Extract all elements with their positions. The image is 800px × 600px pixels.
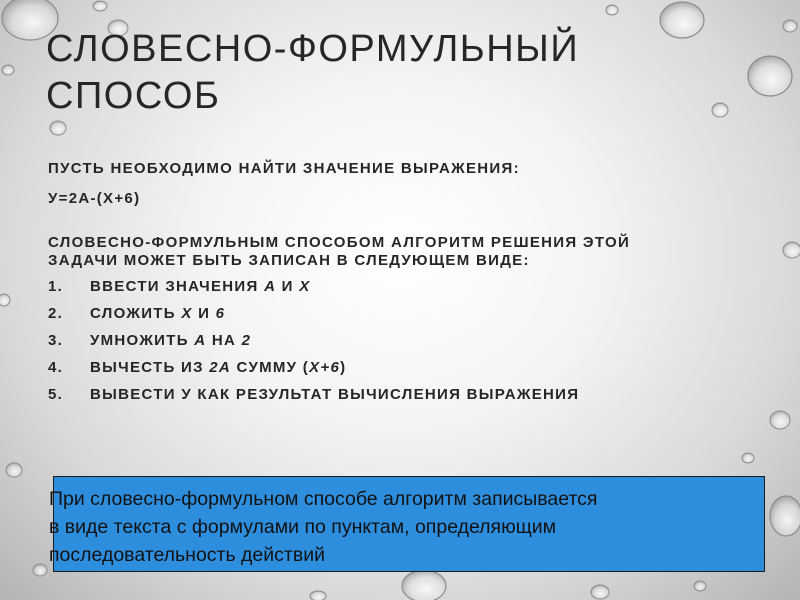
- droplet: [742, 453, 754, 463]
- step-number: 1.: [48, 278, 64, 295]
- droplet: [770, 496, 800, 536]
- step-item: [48, 332, 708, 350]
- description-line-2: ЗАДАЧИ МОЖЕТ БЫТЬ ЗАПИСАН В СЛЕДУЮЩЕМ ВИДЕ:: [48, 252, 530, 269]
- step-number: 4.: [48, 359, 64, 376]
- step-variable: 6: [215, 305, 226, 322]
- step-variable: А: [264, 278, 277, 295]
- step-text-part: СУММУ (: [231, 359, 310, 376]
- step-variable: 2А: [209, 359, 232, 376]
- droplet: [402, 570, 446, 600]
- step-text: [90, 359, 346, 377]
- step-item: [48, 278, 708, 296]
- step-text-part: СЛОЖИТЬ: [90, 305, 182, 322]
- slide-title: [46, 26, 766, 120]
- summary-callout-text: [49, 485, 749, 569]
- step-variable: Х: [181, 305, 193, 322]
- title-line-2: СПОСОБ: [46, 75, 221, 117]
- droplet: [33, 564, 47, 576]
- callout-line-2: в виде текста с формулами по пунктам, определяющим: [49, 516, 557, 538]
- step-number: 3.: [48, 332, 64, 349]
- summary-callout-box: [49, 476, 765, 572]
- step-variable: Х+6: [309, 359, 341, 376]
- title-line-1: СЛОВЕСНО-ФОРМУЛЬНЫЙ: [46, 28, 580, 70]
- droplet: [783, 20, 797, 32]
- description-line-1: СЛОВЕСНО-ФОРМУЛЬНЫМ СПОСОБОМ АЛГОРИТМ РЕШЕНИЯ ЭТОЙ: [48, 234, 631, 251]
- step-text: [90, 332, 251, 350]
- callout-line-1: При словесно-формульном способе алгоритм записывается: [49, 488, 598, 510]
- droplet: [2, 65, 14, 75]
- droplet: [50, 121, 66, 135]
- step-text-part: ): [340, 359, 347, 376]
- droplet: [606, 5, 618, 15]
- step-item: [48, 386, 708, 404]
- step-text: [90, 278, 311, 296]
- intro-text: ПУСТЬ НЕОБХОДИМО НАЙТИ ЗНАЧЕНИЕ ВЫРАЖЕНИЯ:: [48, 160, 520, 177]
- step-text-part: ВЫЧЕСТЬ ИЗ: [90, 359, 210, 376]
- step-number: 2.: [48, 305, 64, 322]
- step-item: [48, 305, 708, 323]
- droplet: [310, 591, 326, 600]
- slide-body: [48, 160, 708, 413]
- step-text: [90, 386, 579, 404]
- step-text-part: НА: [206, 332, 242, 349]
- droplet: [783, 242, 800, 258]
- step-number: 5.: [48, 386, 64, 403]
- step-text-part: УМНОЖИТЬ: [90, 332, 195, 349]
- algorithm-steps-list: [48, 278, 708, 404]
- step-text: [90, 305, 225, 323]
- step-variable: Х: [299, 278, 311, 295]
- callout-line-3: последовательность действий: [49, 544, 325, 566]
- step-variable: 2: [241, 332, 252, 349]
- step-variable: А: [194, 332, 207, 349]
- droplet: [93, 1, 107, 11]
- step-text-part: ВЫВЕСТИ У КАК РЕЗУЛЬТАТ ВЫЧИСЛЕНИЯ ВЫРАЖЕНИЯ: [90, 386, 580, 403]
- droplet: [6, 463, 22, 477]
- droplet: [770, 411, 790, 429]
- step-text-part: ВВЕСТИ ЗНАЧЕНИЯ: [90, 278, 265, 295]
- droplet: [0, 294, 10, 306]
- step-text-part: И: [192, 305, 216, 322]
- droplet: [694, 581, 706, 591]
- droplet: [591, 585, 609, 599]
- expression-text: У=2А-(Х+6): [48, 190, 141, 207]
- step-item: [48, 359, 708, 377]
- step-text-part: И: [276, 278, 300, 295]
